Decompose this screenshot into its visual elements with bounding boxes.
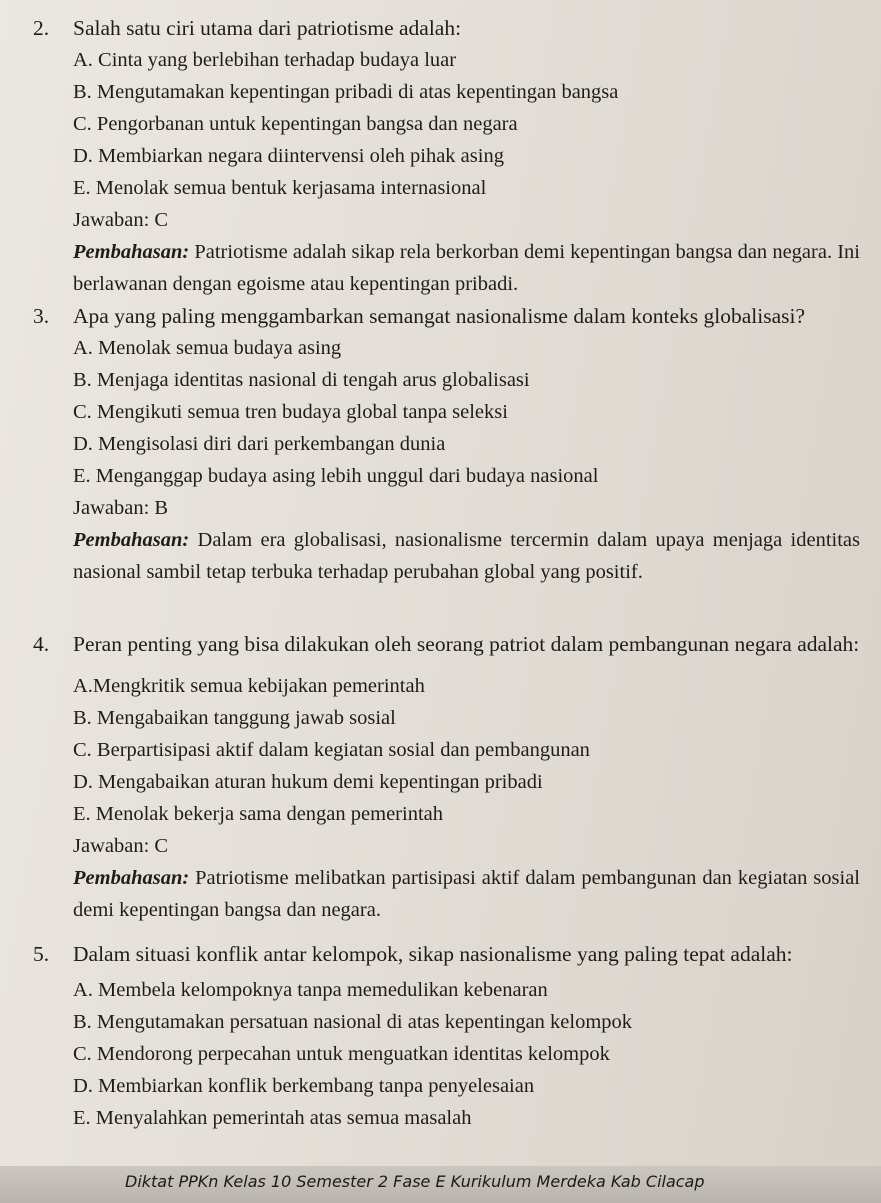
option-a: A.Mengkritik semua kebijakan pemerintah [73,675,425,697]
question-number: 2. [33,16,50,40]
question-text: 5. Dalam situasi konflik antar kelompok, sikap nasionalisme yang paling tepat adalah: [0,938,860,970]
option-b: B. Mengutamakan kepentingan pribadi di atas kepentingan bangsa [73,81,619,103]
explanation: Pembahasan: Dalam era globalisasi, nasionalisme tercermin dalam upaya menjaga identitas nasional sambil tetap terbuka terhadap perubahan global yang positif. [73,529,861,583]
option-e: E. Menolak bekerja sama dengan pemerintah [73,803,443,825]
option-d: D. Membiarkan konflik berkembang tanpa penyelesaian [73,1075,535,1097]
option-d: D. Membiarkan negara diintervensi oleh pihak asing [73,145,504,167]
option-d: D. Mengabaikan aturan hukum demi kepentingan pribadi [73,771,543,793]
option-b: B. Menjaga identitas nasional di tengah arus globalisasi [73,369,530,391]
question-number: 5. [33,942,50,966]
question-2 [0,12,860,300]
footer-text: Diktat PPKn Kelas 10 Semester 2 Fase E Kurikulum Merdeka Kab Cilacap [125,1172,705,1191]
option-a: A. Membela kelompoknya tanpa memedulikan kebenaran [73,979,548,1001]
option-e: E. Menolak semua bentuk kerjasama internasional [73,177,487,199]
question-3 [0,300,860,588]
option-b: B. Mengutamakan persatuan nasional di atas kepentingan kelompok [73,1011,633,1033]
question-5 [0,938,860,1134]
question-4 [0,628,860,926]
option-e: E. Menyalahkan pemerintah atas semua masalah [73,1107,472,1129]
option-a: A. Menolak semua budaya asing [73,337,342,359]
footer-bar [0,1166,881,1203]
answer: Jawaban: B [73,497,169,519]
question-number: 3. [33,304,50,328]
option-c: C. Mendorong perpecahan untuk menguatkan identitas kelompok [73,1043,610,1065]
explanation: Pembahasan: Patriotisme adalah sikap rela berkorban demi kepentingan bangsa dan negara. Ini berlawanan dengan egoisme atau kepentingan pribadi. [73,241,860,295]
answer: Jawaban: C [73,835,169,857]
option-d: D. Mengisolasi diri dari perkembangan dunia [73,433,446,455]
question-number: 4. [33,632,50,656]
explanation: Pembahasan: Patriotisme melibatkan partisipasi aktif dalam pembangunan dan kegiatan sosial demi kepentingan bangsa dan negara. [73,867,860,921]
question-text: 4. Peran penting yang bisa dilakukan oleh seorang patriot dalam pembangunan negara adalah: [0,628,860,660]
option-c: C. Berpartisipasi aktif dalam kegiatan sosial dan pembangunan [73,739,590,761]
question-text: 3. Apa yang paling menggambarkan semangat nasionalisme dalam konteks globalisasi? [0,300,860,332]
option-b: B. Mengabaikan tanggung jawab sosial [73,707,396,729]
answer: Jawaban: C [73,209,169,231]
option-c: C. Mengikuti semua tren budaya global tanpa seleksi [73,401,508,423]
question-text: 2. Salah satu ciri utama dari patriotisme adalah: [0,12,860,44]
option-a: A. Cinta yang berlebihan terhadap budaya luar [73,49,457,71]
option-c: C. Pengorbanan untuk kepentingan bangsa dan negara [73,113,518,135]
option-e: E. Menganggap budaya asing lebih unggul dari budaya nasional [73,465,599,487]
